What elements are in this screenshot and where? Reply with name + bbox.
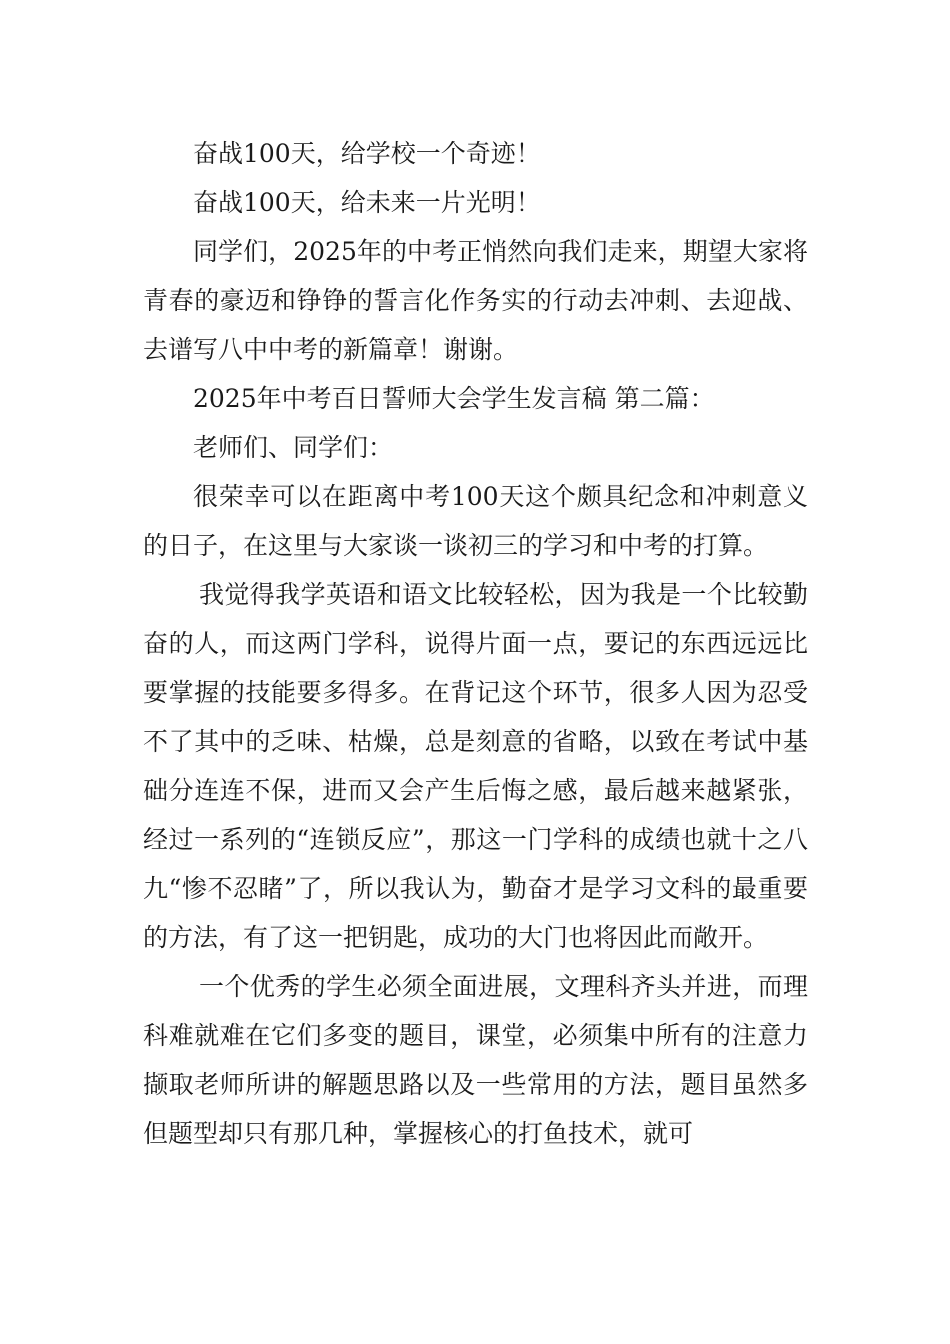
paragraph-intro: 很荣幸可以在距离中考100天这个颇具纪念和冲刺意义的日子，在这里与大家谈一谈初三的学习和中考的打算。: [143, 482, 808, 560]
paragraph-science: 一个优秀的学生必须全面进展，文理科齐头并进，而理科难就难在它们多变的题目，课堂，必须集中所有的注意力撷取老师所讲的解题思路以及一些常用的方法，题目虽然多但题型却只有那几种，掌握核心的打鱼技术，就可: [143, 972, 808, 1148]
paragraph-liberal-arts: 我觉得我学英语和语文比较轻松，因为我是一个比较勤奋的人，而这两门学科，说得片面一点，要记的东西远远比要掌握的技能要多得多。在背记这个环节，很多人因为忍受不了其中的乏味、枯燥，总是刻意的省略，以致在考试中基础分连连不保，进而又会产生后悔之感，最后越来越紧张，经过一系列的“连锁反应”，那这一门学科的成绩也就十之八九“惨不忍睹”了，所以我认为，勤奋才是学习文科的最重要的方法，有了这一把钥匙，成功的大门也将因此而敞开。: [143, 580, 808, 952]
section-heading: 2025年中考百日誓师大会学生发言稿 第二篇：: [193, 384, 715, 413]
document-body: [143, 129, 808, 1158]
paragraph-slogan-future: 奋战100天，给未来一片光明！: [193, 188, 541, 217]
paragraph-greeting: 老师们、同学们：: [193, 433, 394, 462]
paragraph-closing-remarks: 同学们，2025年的中考正悄然向我们走来，期望大家将青春的豪迈和铮铮的誓言化作务实的行动去冲刺、去迎战、去谱写八中中考的新篇章！谢谢。: [143, 237, 808, 364]
paragraph-slogan-school: 奋战100天，给学校一个奇迹！: [193, 139, 541, 168]
